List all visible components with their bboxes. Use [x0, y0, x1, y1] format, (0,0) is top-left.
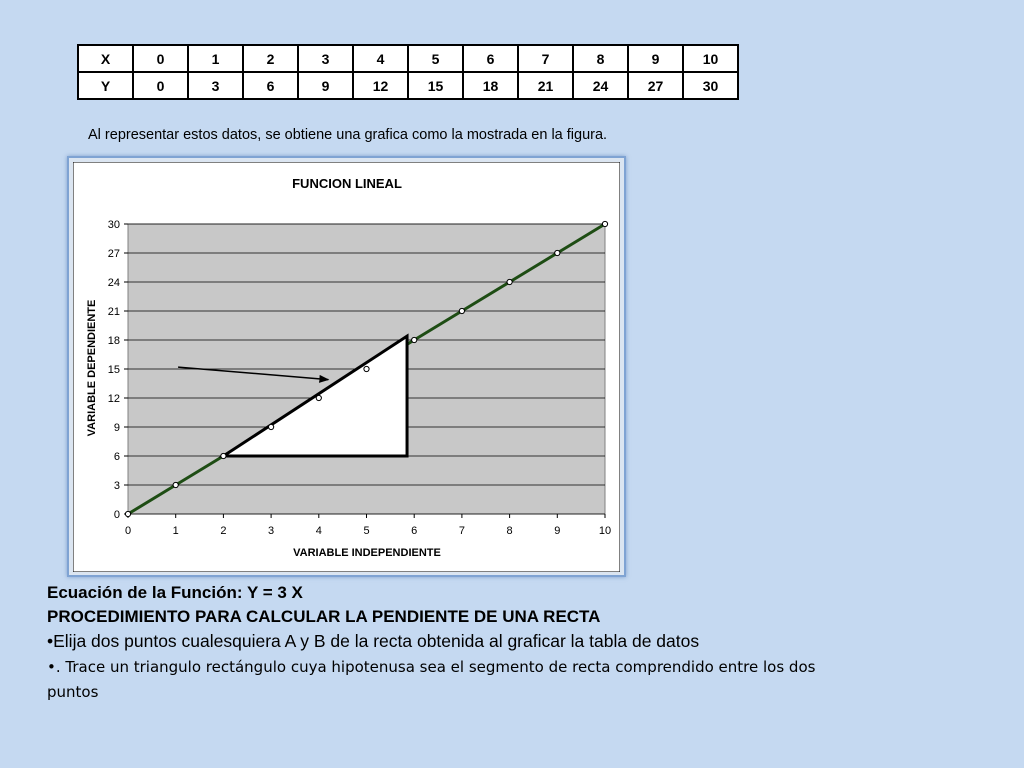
x-tick-label: 1 [172, 525, 179, 537]
table-cell: 30 [683, 72, 738, 99]
y-tick-label: 3 [113, 480, 120, 492]
procedure-title: PROCEDIMIENTO PARA CALCULAR LA PENDIENTE DE UNA RECTA [47, 607, 601, 626]
x-tick-label: 2 [220, 525, 227, 537]
y-axis-label: VARIABLE DEPENDIENTE [86, 299, 98, 437]
y-tick-label: 30 [107, 219, 120, 231]
data-point [125, 511, 130, 516]
procedure-step-2: •. Trace un triangulo rectángulo cuya hipotenusa sea el segmento de recta comprendido entre los dos puntos [47, 658, 816, 701]
table-cell: 18 [463, 72, 518, 99]
data-table [77, 44, 739, 100]
table-cell: 21 [518, 72, 573, 99]
y-tick-label: 15 [107, 364, 120, 376]
x-tick-label: 9 [554, 525, 561, 537]
data-point [412, 337, 417, 342]
table-row-header: Y [78, 72, 133, 99]
x-tick-label: 8 [506, 525, 513, 537]
table-cell: 9 [298, 72, 353, 99]
data-point [555, 250, 560, 255]
data-point [507, 279, 512, 284]
x-tick-label: 4 [315, 525, 322, 537]
data-point [269, 424, 274, 429]
x-tick-label: 7 [458, 525, 465, 537]
data-table-body [78, 45, 738, 99]
x-tick-label: 10 [598, 525, 612, 537]
table-cell: 6 [463, 45, 518, 72]
table-row [78, 45, 738, 72]
table-row [78, 72, 738, 99]
table-cell: 7 [518, 45, 573, 72]
table-cell: 6 [243, 72, 298, 99]
table-cell: 4 [353, 45, 408, 72]
procedure-step-1: •Elija dos puntos cualesquiera A y B de la recta obtenida al graficar la tabla de datos [47, 631, 700, 651]
table-cell: 3 [188, 72, 243, 99]
x-tick-label: 0 [124, 525, 132, 537]
data-point [459, 308, 464, 313]
y-tick-label: 12 [107, 393, 120, 405]
data-point [316, 395, 321, 400]
y-tick-label: 21 [107, 306, 120, 318]
data-point [221, 453, 226, 458]
x-tick-label: 5 [363, 525, 370, 537]
table-row-header: X [78, 45, 133, 72]
y-tick-label: 6 [113, 451, 120, 463]
y-tick-label: 0 [113, 509, 120, 521]
y-tick-label: 24 [107, 277, 120, 289]
x-axis-label: VARIABLE INDEPENDIENTE [293, 547, 441, 559]
linear-function-chart [73, 162, 620, 572]
data-point [173, 482, 178, 487]
table-cell: 27 [628, 72, 683, 99]
y-tick-label: 27 [107, 248, 120, 260]
data-point [602, 221, 607, 226]
table-cell: 8 [573, 45, 628, 72]
table-cell: 24 [573, 72, 628, 99]
table-cell: 0 [133, 72, 188, 99]
figure-caption: Al representar estos datos, se obtiene una grafica como la mostrada en la figura. [88, 127, 608, 143]
table-cell: 0 [133, 45, 188, 72]
chart-title: FUNCION LINEAL [292, 176, 402, 191]
y-tick-label: 18 [107, 335, 120, 347]
table-cell: 3 [298, 45, 353, 72]
equation-text: Ecuación de la Función: Y = 3 X [47, 583, 303, 602]
table-cell: 2 [243, 45, 298, 72]
data-point [364, 366, 369, 371]
table-cell: 9 [628, 45, 683, 72]
table-cell: 5 [408, 45, 463, 72]
table-cell: 15 [408, 72, 463, 99]
y-tick-label: 9 [113, 422, 120, 434]
x-tick-label: 6 [411, 525, 418, 537]
table-cell: 12 [353, 72, 408, 99]
table-cell: 10 [683, 45, 738, 72]
table-cell: 1 [188, 45, 243, 72]
x-tick-label: 3 [268, 525, 275, 537]
